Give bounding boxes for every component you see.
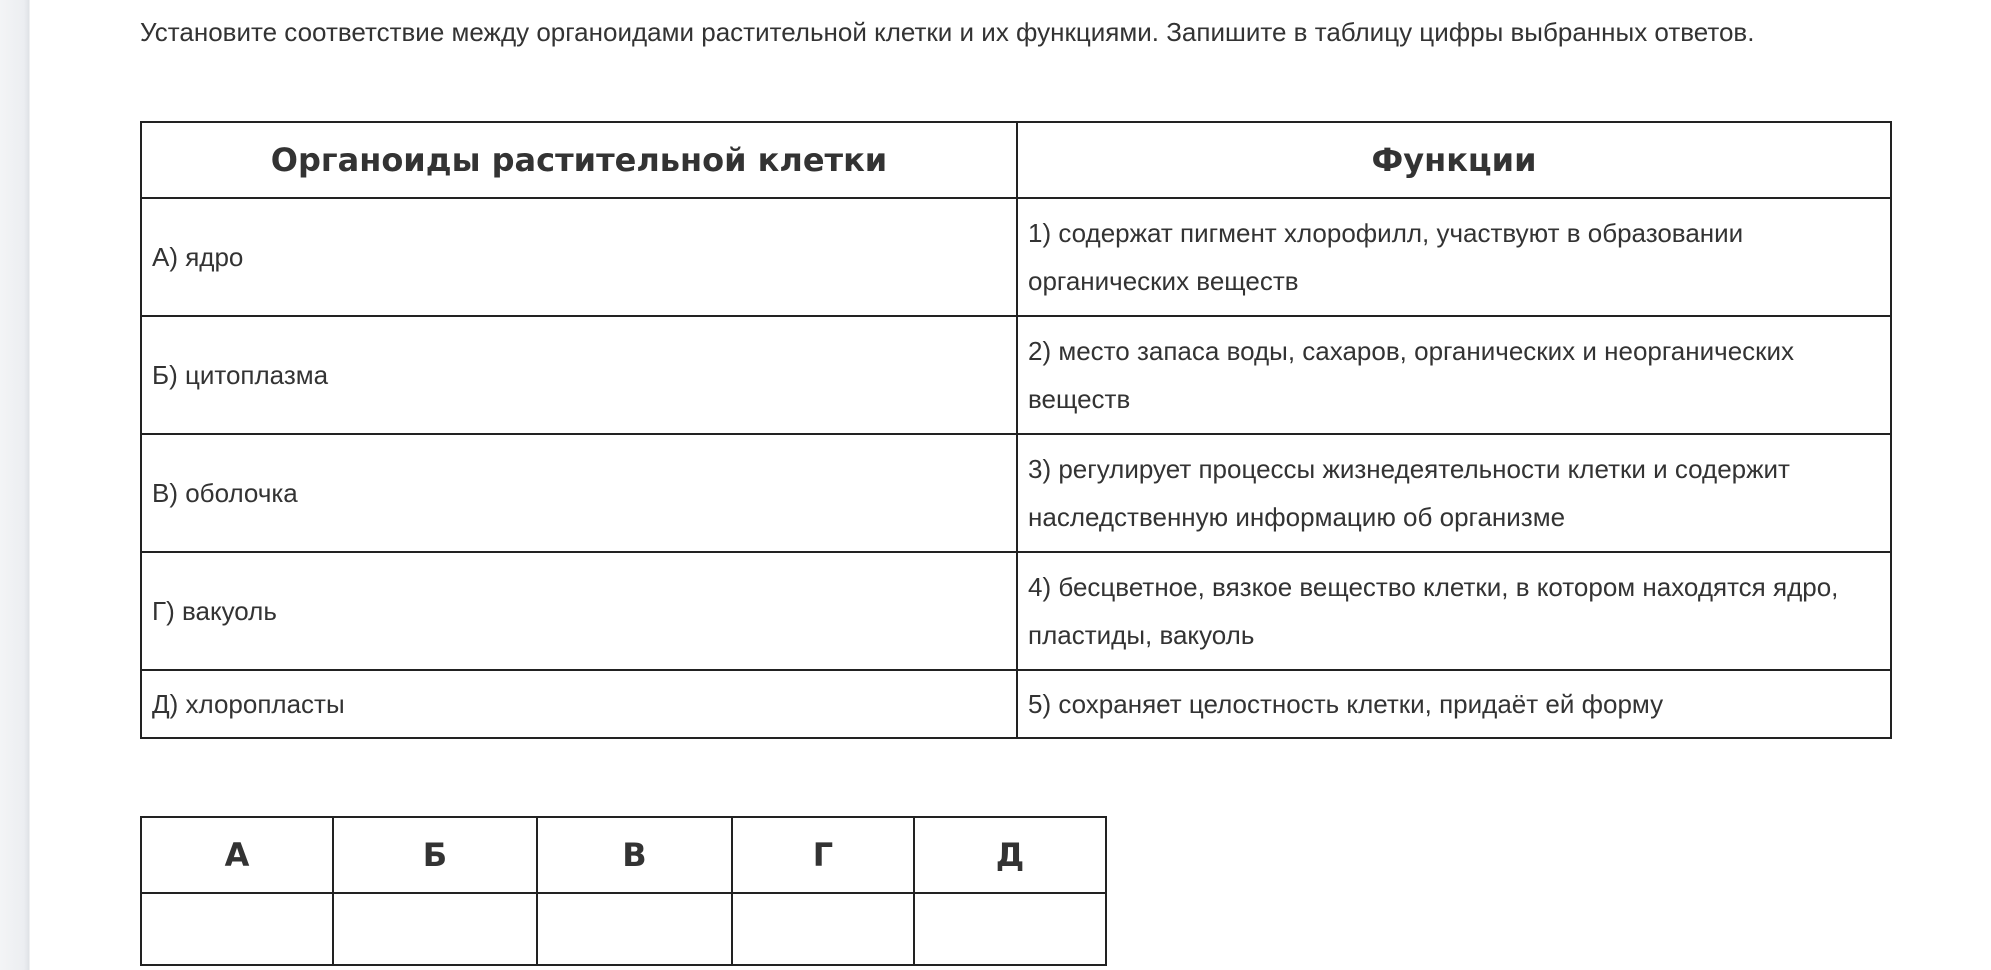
function-cell: 4) бесцветное, вязкое вещество клетки, в котором находятся ядро, пластиды, вакуоль xyxy=(1017,552,1891,670)
answer-cell-v[interactable] xyxy=(537,893,732,965)
answer-table xyxy=(140,816,1107,966)
organoid-cell: Д) хлоропласты xyxy=(141,670,1017,738)
function-cell: 3) регулирует процессы жизнедеятельности клетки и содержит наследственную информацию об организме xyxy=(1017,434,1891,552)
answer-input-row xyxy=(141,893,1106,965)
table-row xyxy=(141,670,1891,738)
organoid-cell: В) оболочка xyxy=(141,434,1017,552)
table-row xyxy=(141,434,1891,552)
function-cell: 5) сохраняет целостность клетки, придаёт ей форму xyxy=(1017,670,1891,738)
organoid-cell: Г) вакуоль xyxy=(141,552,1017,670)
function-cell: 2) место запаса воды, сахаров, органических и неорганических веществ xyxy=(1017,316,1891,434)
task-content xyxy=(140,0,1900,874)
page-left-border xyxy=(0,0,30,970)
answer-cell-b[interactable] xyxy=(333,893,537,965)
header-organoids: Органоиды растительной клетки xyxy=(141,122,1017,198)
matching-table xyxy=(140,121,1892,739)
answer-header-d: Д xyxy=(914,817,1106,893)
answer-cell-a[interactable] xyxy=(141,893,333,965)
header-functions: Функции xyxy=(1017,122,1891,198)
matching-table-header-row xyxy=(141,122,1891,198)
table-row xyxy=(141,552,1891,670)
answer-header-a: А xyxy=(141,817,333,893)
organoid-cell: А) ядро xyxy=(141,198,1017,316)
function-cell: 1) содержат пигмент хлорофилл, участвуют в образовании органических веществ xyxy=(1017,198,1891,316)
answer-header-b: Б xyxy=(333,817,537,893)
answer-header-v: В xyxy=(537,817,732,893)
answer-cell-g[interactable] xyxy=(732,893,914,965)
answer-header-g: Г xyxy=(732,817,914,893)
table-row xyxy=(141,198,1891,316)
table-row xyxy=(141,316,1891,434)
organoid-cell: Б) цитоплазма xyxy=(141,316,1017,434)
answer-header-row xyxy=(141,817,1106,893)
task-instruction: Установите соответствие между органоидами растительной клетки и их функциями. Запишите в таблицу цифры выбранных ответов. xyxy=(140,17,1755,47)
answer-cell-d[interactable] xyxy=(914,893,1106,965)
